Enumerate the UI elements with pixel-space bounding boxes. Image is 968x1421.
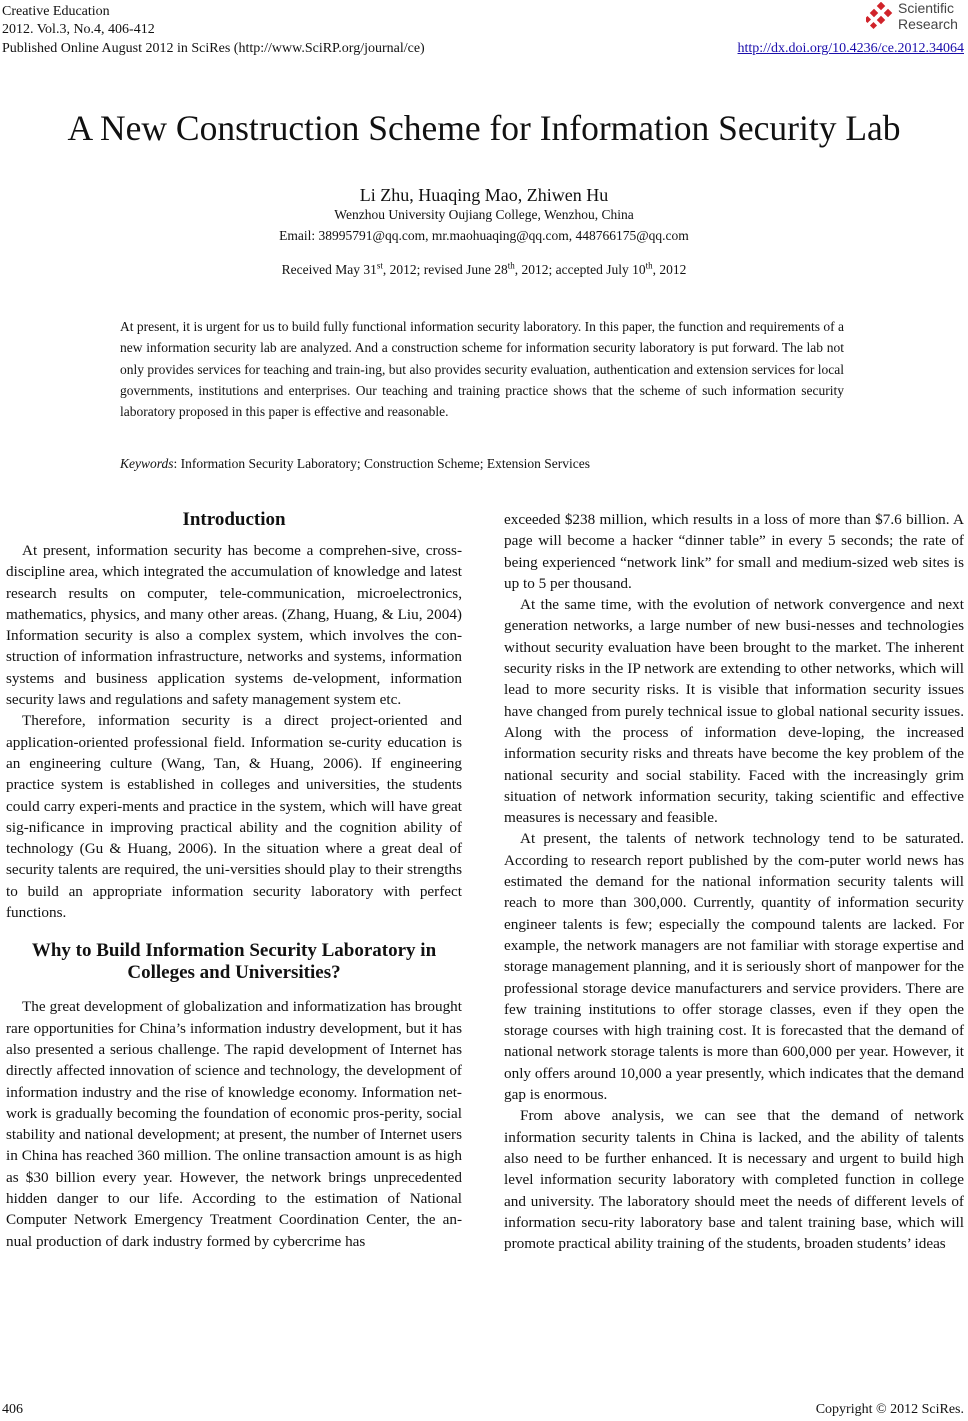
author-emails: Email: 38995791@qq.com, mr.maohuaqing@qq.com, 448766175@qq.com <box>279 228 689 243</box>
abstract: At present, it is urgent for us to build fully functional information security laboratory. In this paper, the function and requirements of a new information security lab are analyzed. And a construction scheme for information security laboratory is put forward. The lab not only provides services for teaching and train-ing, but also provides security evaluation, authentication and extension services for local governments, institutions and enterprises. Our teaching and training practice shows that the scheme of such information security laboratory proposed in this paper is effective and reasonable. <box>120 319 844 420</box>
paragraph: The great development of globalization and informatization has brought rare opportunities for China’s information industry development, but it has also presented a serious challenge. The rapid development of Internet has directly affected innovation of science and technology, the development of information industry and the rise of knowledge economy. Information net-work is gradually becoming the foundation of economic pros-perity, social stability and national development; at present, the number of Internet users in China has reached 360 million. The online transaction amount is as high as $30 billion every year. However, the network brings unprecedented hidden danger to our life. According to the estimation of National Computer Network Emergency Treatment Coordination Center, the an-nual production of dark industry formed by cybercrime has <box>6 998 462 1250</box>
left-column <box>6 509 462 1252</box>
paragraph: exceeded $238 million, which results in a loss of more than $7.6 billion. A page will become a hacker “dinner table” in every 5 seconds; the rate of being experienced “network link” for small and medium-sized web sites is up to 5 per thousand. <box>504 511 964 592</box>
right-column <box>504 509 964 1254</box>
paper-title: A New Construction Scheme for Information Security Lab <box>67 108 901 148</box>
copyright: Copyright © 2012 SciRes. <box>815 1402 964 1417</box>
paragraph: Therefore, information security is a direct project-oriented and application-oriented professional field. Information se-curity education is an engineering culture (Wang, Tan, & Huang, 2006). If engineering practice system is established in colleges and universities, the students could carry experi-ments and practice in the system, which will have great sig-nificance in improving practical ability and the cognition ability of technology (Gu & Huang, 2006). In the situation where a great deal of security talents are required, the uni-versities should play to their strengths to build an appropriate information security laboratory with perfect functions. <box>6 712 462 922</box>
publisher-logo <box>866 0 968 34</box>
section-heading-why-build: Why to Build Information Security Laboratory in Colleges and Universities? <box>31 940 437 984</box>
keywords <box>120 454 590 474</box>
logo-text-line2: Research <box>898 16 958 32</box>
accepted-date: , 2012; accepted July 10 <box>514 262 646 277</box>
logo-text-line1: Scientific <box>898 0 955 16</box>
paragraph: From above analysis, we can see that the demand of network information security talents in China is lacked, and the ability of talents also need to be further enhanced. It is necessary and urgent to build high level information security laboratory with completed function in college and university. The laboratory should meet the needs of different levels of information secu-rity laboratory base and talent training base, which will promote practical ability training of the students, broaden students’ ideas <box>504 1107 964 1253</box>
affiliation: Wenzhou University Oujiang College, Wenzhou, China <box>334 207 634 222</box>
revised-date: , 2012; revised June 28 <box>382 262 508 277</box>
publication-info: Published Online August 2012 in SciRes (http://www.SciRP.org/journal/ce) <box>2 41 425 56</box>
section-heading-introduction: Introduction <box>182 509 286 530</box>
accepted-date-suffix: th <box>645 260 653 271</box>
keywords-text: : Information Security Laboratory; Construction Scheme; Extension Services <box>173 456 591 471</box>
paragraph: At present, the talents of network technology tend to be saturated. According to research report published by the com-puter world news has estimated the demand for the national information security talents will reach to more than 300,000. Currently, quantity of information security engineer talents is few; especially the compound talents are lacked. For example, the network managers are not familiar with storage expertise and storage management planning, and it is seriously short of manpower for the professional storage device manufacturers and service providers. There are few training institutions to offer storage classes, even if they open the storage courses with high training cost. It is forecasted that the demand of national network storage talents is more than 600,000 per year. However, it only offers around 10,000 a year presently, which indicates that the demand gap is enormous. <box>504 830 964 1104</box>
paragraph: At present, information security has become a comprehen-sive, cross-discipline area, which integrated the accumulation of knowledge and latest research results on computer, tele-communication, microelectronics, mathematics, physics, and many other areas. (Zhang, Huang, & Liu, 2004) Information security is also a complex system, which involves the con-struction of information infrastructure, networks and systems, information systems and business application systems de-velopment, information security laws and regulations and safety management system etc. <box>6 542 462 709</box>
received-date-suffix: st <box>376 260 383 271</box>
journal-name: Creative Education <box>2 4 110 19</box>
received-dates <box>0 262 968 278</box>
scientific-research-logo-icon <box>866 2 896 32</box>
keywords-label: Keywords <box>120 456 174 471</box>
revised-date-suffix: th <box>507 260 515 271</box>
authors: Li Zhu, Huaqing Mao, Zhiwen Hu <box>359 185 609 205</box>
received-date: Received May 31 <box>281 262 377 277</box>
paragraph: At the same time, with the evolution of network convergence and next generation networks, a large number of new busi-nesses and technologies without security evaluation have been brought to the market. The inherent security risks in the IP network are extending to other networks, which will lead to more security risks. It is visible that information security issues have changed from purely technical issue to global national security issues. Along with the process of information deve-loping, the increased information security risks and threats have become the key problem of the national security and social stability. Faced with the increasingly grim situation of network information security, taking scientific and effective measures is necessary and feasible. <box>504 596 964 827</box>
volume-info: 2012. Vol.3, No.4, 406-412 <box>2 22 155 37</box>
page-number: 406 <box>2 1402 23 1417</box>
date-year: , 2012 <box>652 262 687 277</box>
doi-link[interactable]: http://dx.doi.org/10.4236/ce.2012.34064 <box>737 41 964 56</box>
